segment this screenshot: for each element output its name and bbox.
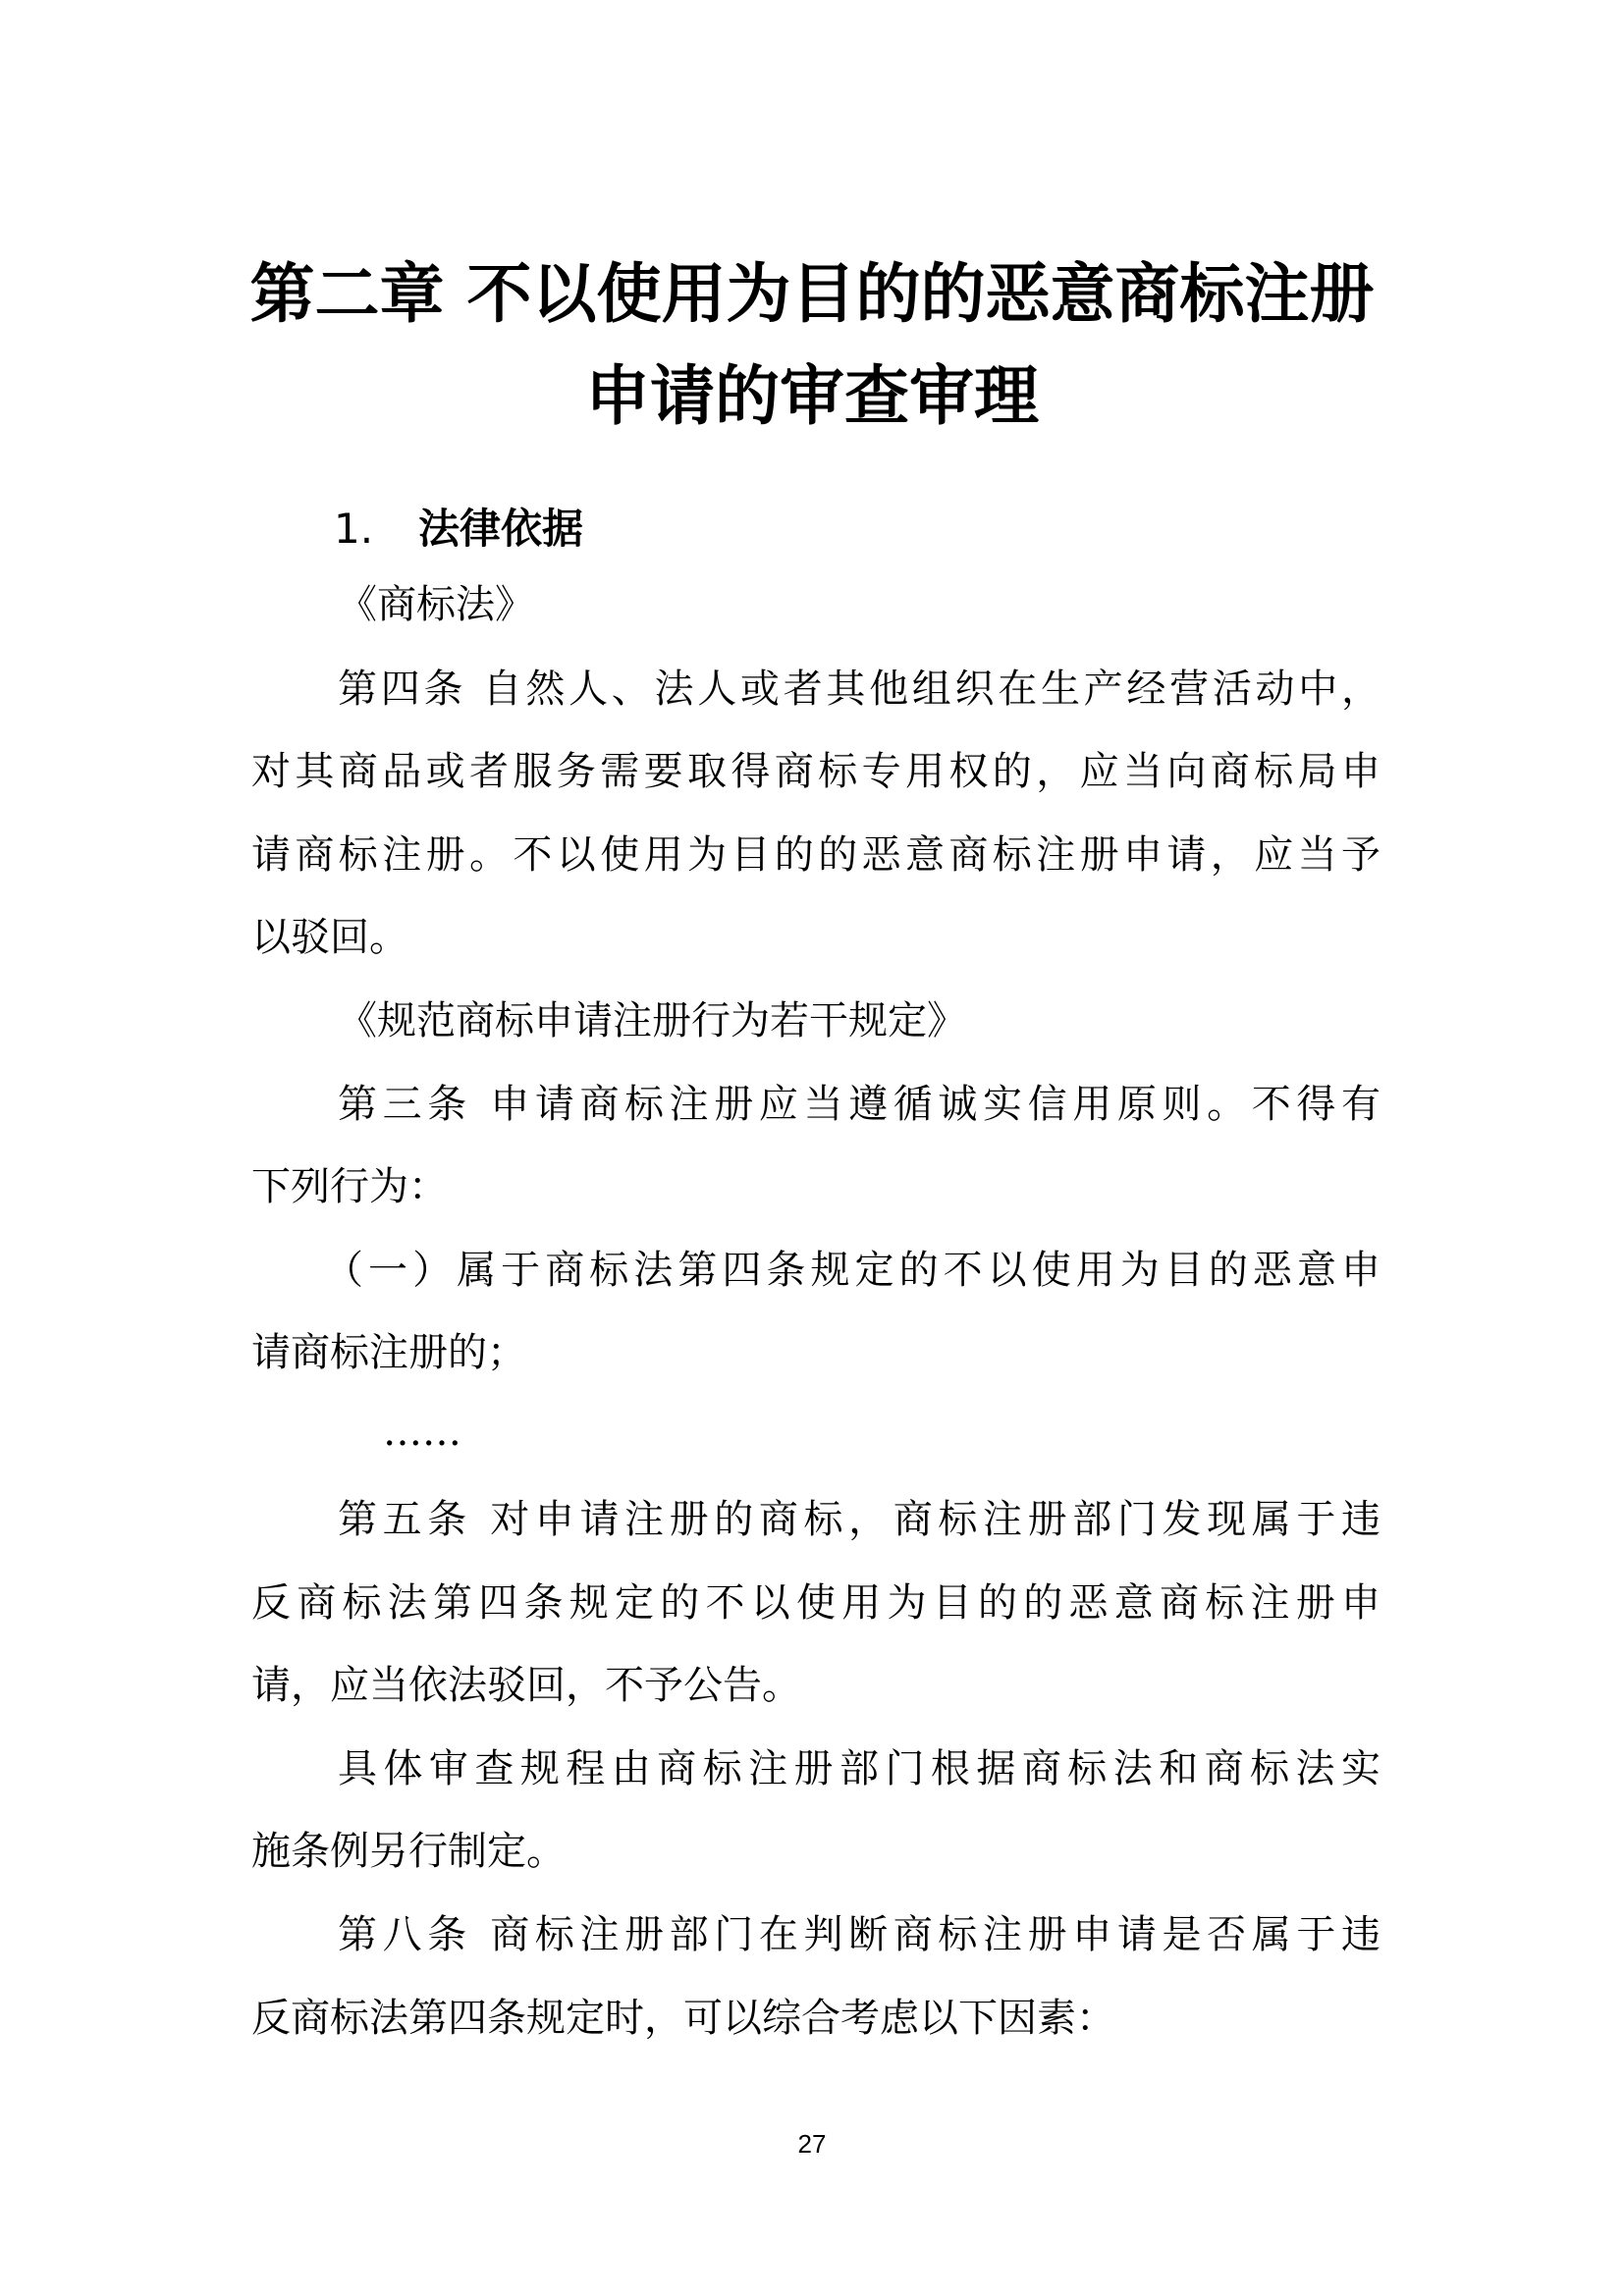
body-line: 以驳回。 [251,915,408,960]
body-line: 施条例另行制定。 [251,1829,566,1874]
section-number: 1. [334,505,374,553]
body-line: 第三条 申请商标注册应当遵循诚实信用原则。不得有 [338,1082,1380,1127]
body-line: 第五条 对申请注册的商标，商标注册部门发现属于违 [338,1497,1380,1542]
section-heading [334,502,583,557]
body-line: 反商标法第四条规定的不以使用为目的的恶意商标注册申 [251,1580,1380,1626]
ellipsis-line: …… [383,1410,461,1455]
body-line: 对其商品或者服务需要取得商标专用权的，应当向商标局申 [251,749,1380,794]
law-name-regulations: 《规范商标申请注册行为若干规定》 [338,998,966,1043]
body-line: 下列行为： [251,1164,448,1209]
body-line: 第四条 自然人、法人或者其他组织在生产经营活动中， [338,667,1380,712]
body-line: 请商标注册的； [251,1330,526,1375]
body-line: 请，应当依法驳回，不予公告。 [251,1663,801,1708]
chapter-title-line-1: 第二章 不以使用为目的的恶意商标注册 [249,256,1375,332]
chapter-title-line-2: 申请的审查审理 [585,358,1039,434]
body-line: 第八条 商标注册部门在判断商标注册申请是否属于违 [338,1912,1380,1957]
section-title: 法律依据 [418,505,584,553]
body-line: 请商标注册。不以使用为目的的恶意商标注册申请，应当予 [251,832,1380,878]
body-line: （一）属于商标法第四条规定的不以使用为目的恶意申 [324,1248,1380,1293]
body-line: 具体审查规程由商标注册部门根据商标法和商标法实 [338,1746,1380,1791]
law-name-trademark-law: 《商标法》 [338,582,534,627]
page-number: 27 [797,2129,827,2159]
body-line: 反商标法第四条规定时，可以综合考虑以下因素： [251,1996,1115,2041]
